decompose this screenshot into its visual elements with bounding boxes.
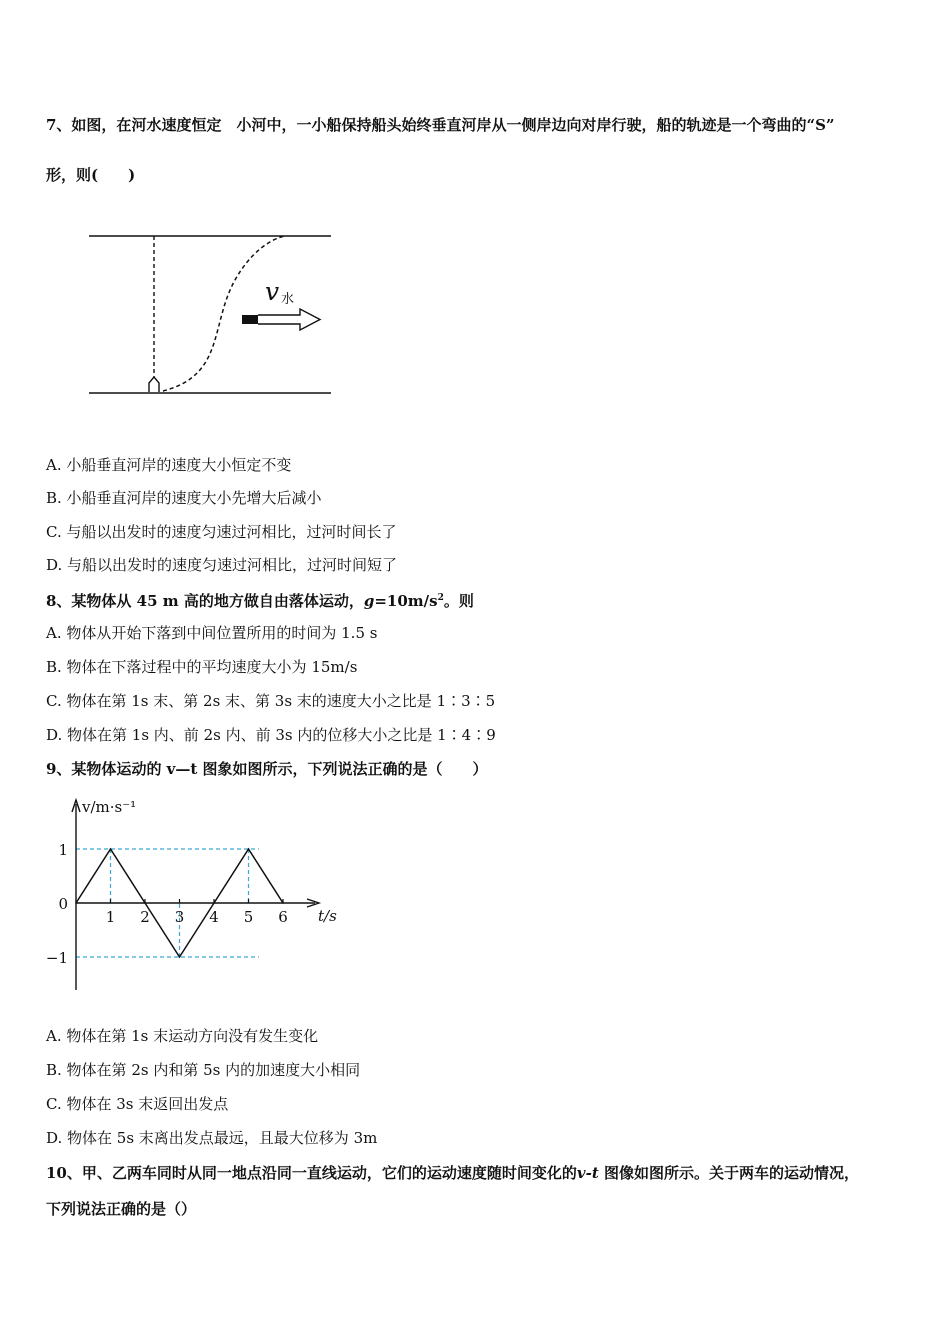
- q8-option-a: A. 物体从开始下落到中间位置所用的时间为 1.5 s: [46, 624, 378, 642]
- q8-stem-sup: 2: [437, 593, 444, 603]
- q7-stem-line1: 7、如图，在河水速度恒定 小河中，一小船保持船头始终垂直河岸从一侧岸边向对岸行驶，船的轨迹是一个弯曲的“S”: [46, 116, 835, 134]
- arrow-tail-block: [242, 315, 258, 324]
- q8-stem-g: g: [363, 592, 375, 610]
- data-point-0: [75, 902, 77, 904]
- q10-stem-post: 图像如图所示。关于两车的运动情况，: [598, 1164, 859, 1182]
- q7-option-c: C. 与船以出发时的速度匀速过河相比，过河时间长了: [46, 523, 397, 541]
- velocity-subscript: 水: [281, 292, 295, 307]
- data-point-5: [248, 848, 250, 850]
- y-tick-label-1: 0: [58, 895, 68, 913]
- data-point-1: [110, 848, 112, 850]
- q8-option-b: B. 物体在下落过程中的平均速度大小为 15m/s: [46, 658, 358, 676]
- q7-option-b: B. 小船垂直河岸的速度大小先增大后减小: [46, 489, 322, 507]
- q7-river-figure: [85, 225, 335, 400]
- q10-stem-vt: v-t: [576, 1164, 599, 1182]
- q8-option-d: D. 物体在第 1s 内、前 2s 内、前 3s 内的位移大小之比是 1∶4∶9: [46, 726, 496, 744]
- x-tick-label-6: 6: [278, 908, 288, 926]
- q9-option-b: B. 物体在第 2s 内和第 5s 内的加速度大小相同: [46, 1061, 361, 1079]
- q9-option-d: D. 物体在 5s 末离出发点最远，且最大位移为 3m: [46, 1129, 378, 1147]
- x-tick-label-1: 1: [105, 908, 116, 926]
- chart-axes: [72, 800, 319, 990]
- q8-stem-mid: =10m/s: [374, 592, 438, 610]
- q7-option-a: A. 小船垂直河岸的速度大小恒定不变: [46, 456, 292, 474]
- water-velocity-arrow: [258, 309, 320, 330]
- x-tick-label-3: 3: [174, 908, 185, 926]
- boat-icon: [149, 377, 159, 392]
- q8-stem-post: 。则: [443, 592, 474, 610]
- x-tick-label-5: 5: [243, 908, 254, 926]
- x-tick-label-2: 2: [140, 908, 150, 926]
- q7-option-d: D. 与船以出发时的速度匀速过河相比，过河时间短了: [46, 556, 398, 574]
- q7-stem-line2: 形，则( ): [46, 166, 136, 184]
- q8-option-c: C. 物体在第 1s 末、第 2s 末、第 3s 末的速度大小之比是 1∶3∶5: [46, 692, 496, 710]
- q8-stem: [46, 588, 474, 611]
- q8-stem-pre: 8、某物体从 45 m 高的地方做自由落体运动，: [46, 592, 364, 610]
- velocity-symbol: v: [265, 277, 280, 306]
- x-axis-label: t/s: [318, 907, 337, 925]
- tick-labels: [46, 841, 288, 967]
- s-trajectory-dashed: [163, 236, 285, 391]
- q9-option-a: A. 物体在第 1s 末运动方向没有发生变化: [46, 1027, 319, 1045]
- y-tick-label-2: −1: [45, 949, 68, 967]
- q9-vt-chart: [40, 790, 350, 1000]
- y-axis-label: v/m·s⁻¹: [82, 798, 137, 816]
- x-tick-label-4: 4: [209, 908, 219, 926]
- data-point-3: [179, 956, 181, 958]
- y-tick-label-0: 1: [58, 841, 68, 859]
- q9-option-c: C. 物体在 3s 末返回出发点: [46, 1095, 229, 1113]
- q10-stem-line1: [46, 1163, 859, 1183]
- q10-stem-pre: 10、甲、乙两车同时从同一地点沿同一直线运动，它们的运动速度随时间变化的: [46, 1164, 577, 1182]
- q9-stem: 9、某物体运动的 v—t 图象如图所示，下列说法正确的是（ ）: [46, 760, 488, 778]
- q10-stem-line2: 下列说法正确的是（）: [46, 1200, 197, 1218]
